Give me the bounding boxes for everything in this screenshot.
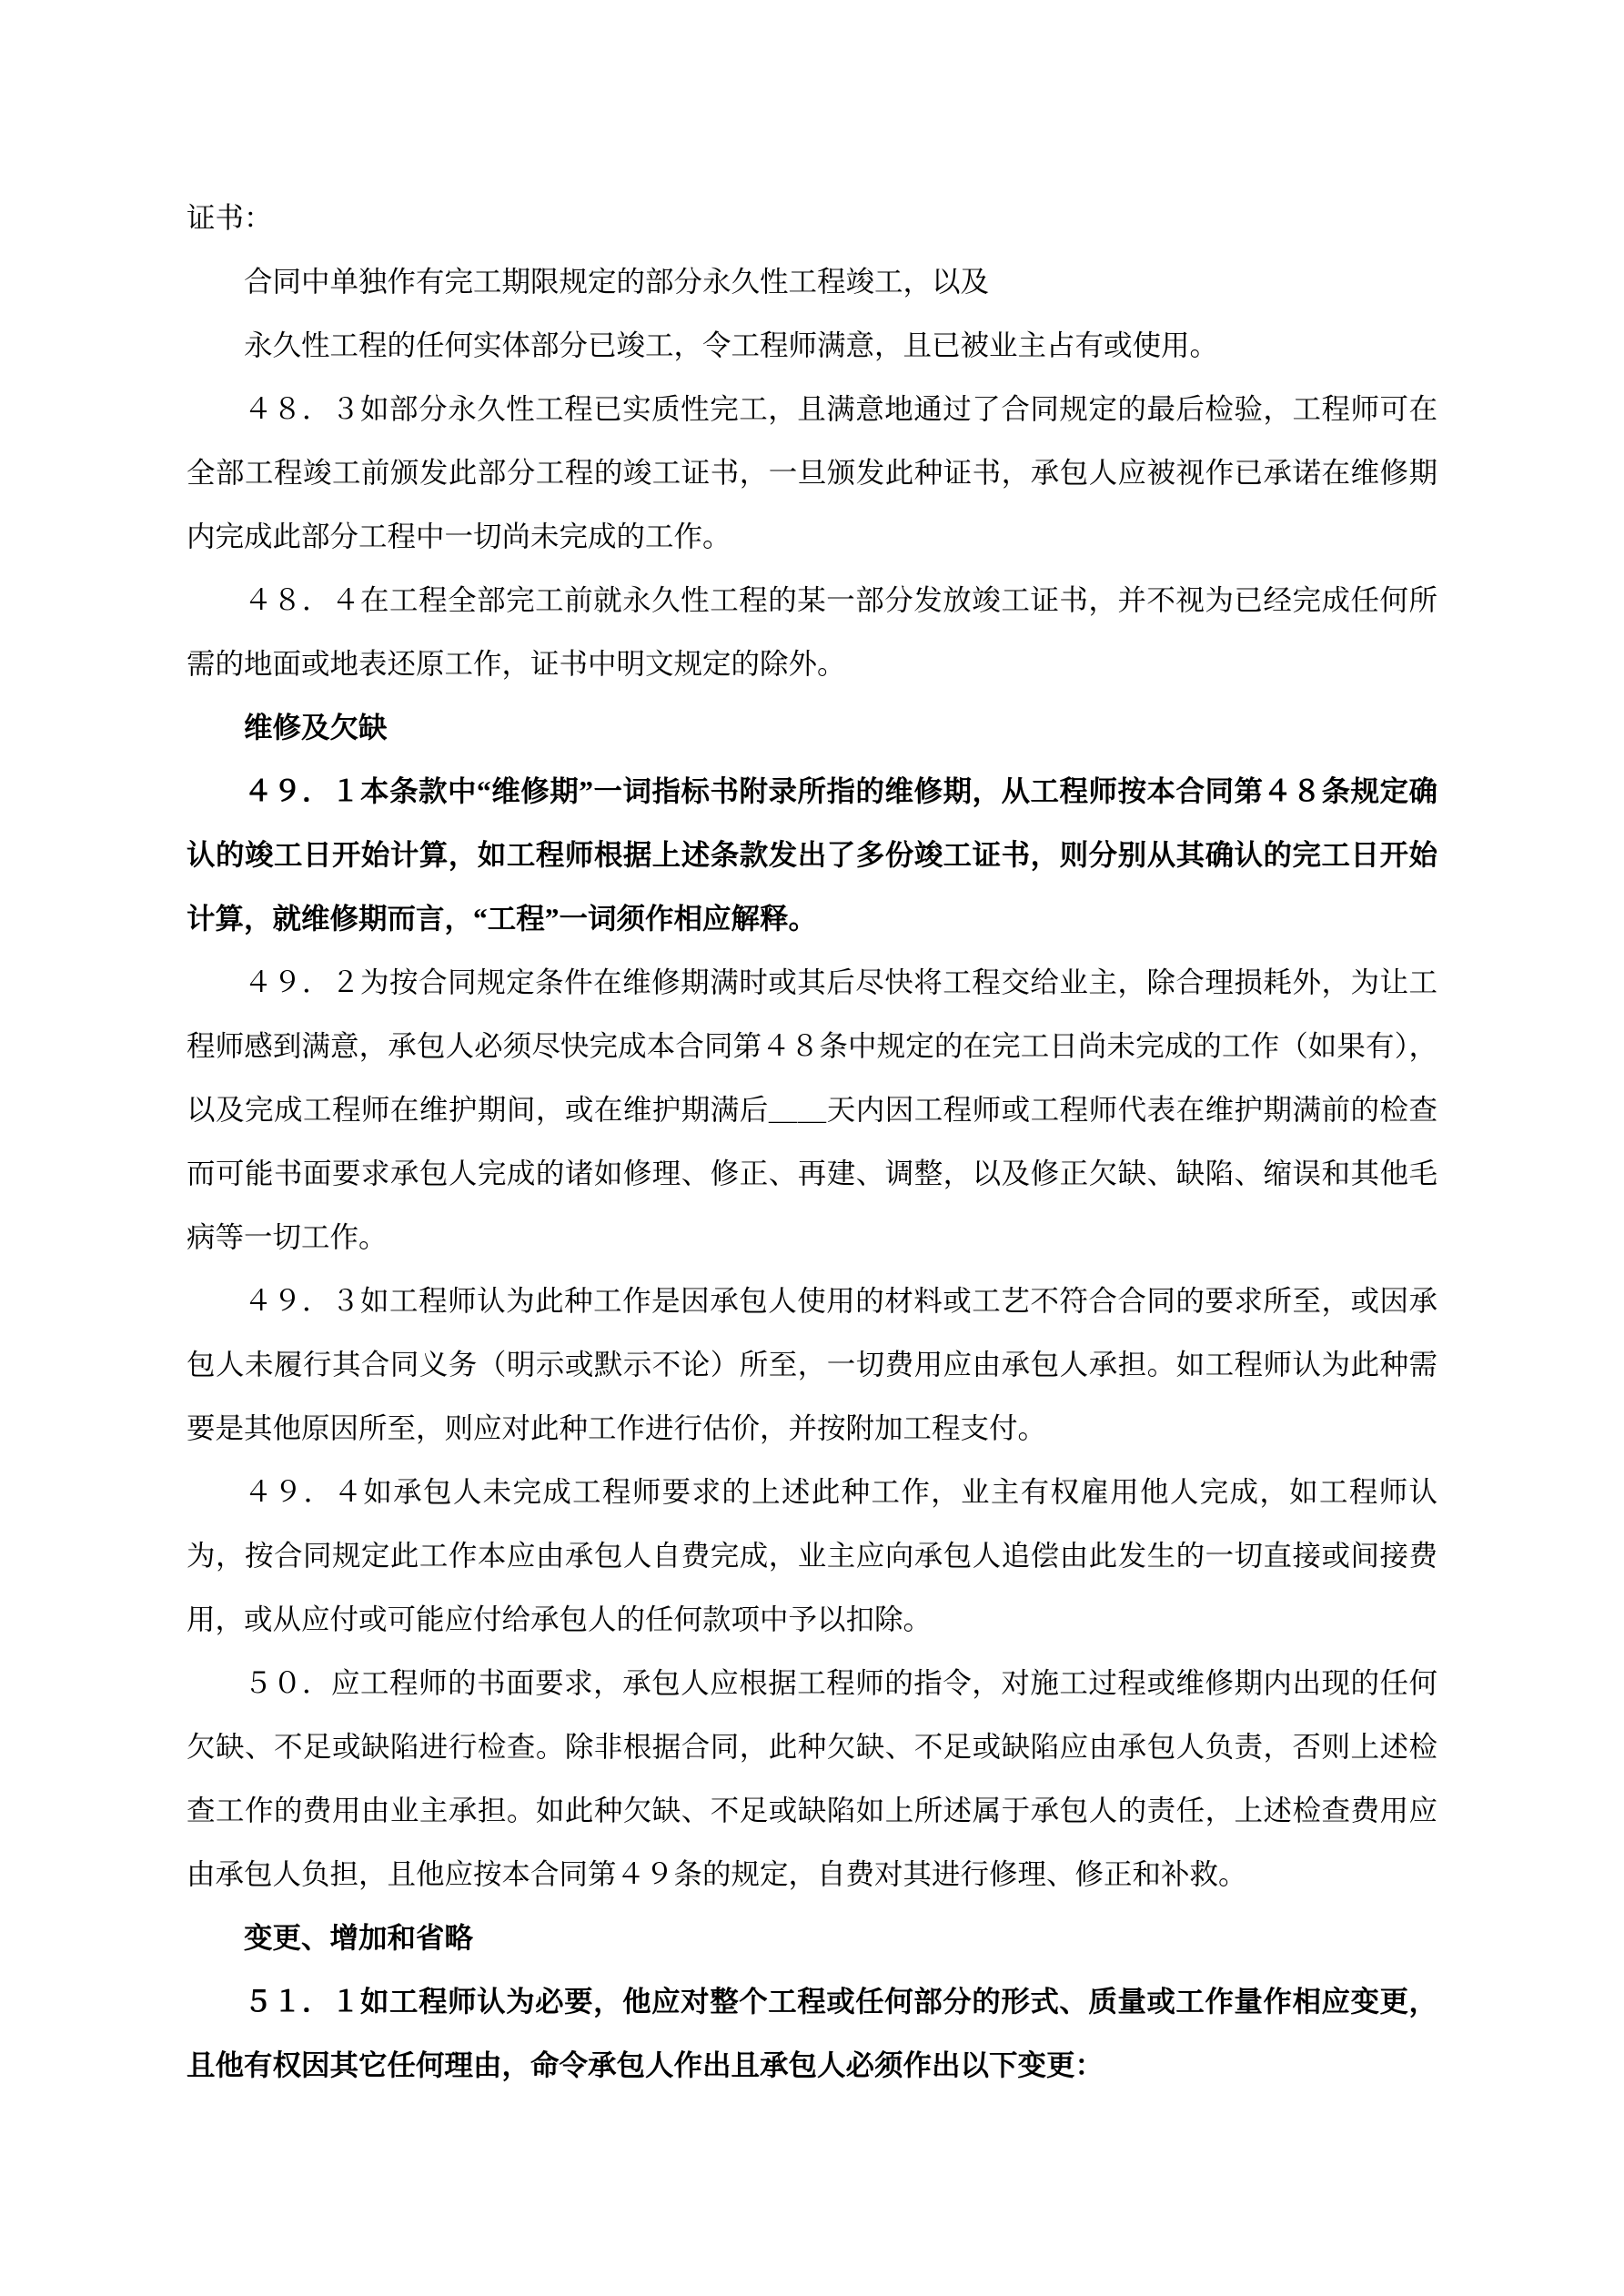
paragraph: 证书： <box>187 202 273 234</box>
paragraph: ４８．４在工程全部完工前就永久性工程的某一部分发放竣工证书，并不视为已经完成任何所需的地面或地表还原工作，证书中明文规定的除外。 <box>187 584 1437 680</box>
paragraph: 合同中单独作有完工期限规定的部分永久性工程竣工，以及 <box>244 266 990 298</box>
paragraph: ４９．４如承包人未完成工程师要求的上述此种工作，业主有权雇用他人完成，如工程师认为，按合同规定此工作本应由承包人自费完成，业主应向承包人追偿由此发生的一切直接或间接费用，或从应付或可能应付给承包人的任何款项中予以扣除。 <box>187 1476 1437 1635</box>
document-body <box>187 187 1437 2098</box>
paragraph: ４９．３如工程师认为此种工作是因承包人使用的材料或工艺不符合合同的要求所至，或因承包人未履行其合同义务（明示或默示不论）所至，一切费用应由承包人承担。如工程师认为此种需要是其他原因所至，则应对此种工作进行估价，并按附加工程支付。 <box>187 1285 1437 1444</box>
section-heading: 变更、增加和省略 <box>244 1922 474 1954</box>
paragraph: ４８．３如部分永久性工程已实质性完工，且满意地通过了合同规定的最后检验，工程师可在全部工程竣工前颁发此部分工程的竣工证书，一旦颁发此种证书，承包人应被视作已承诺在维修期内完成此部分工程中一切尚未完成的工作。 <box>187 393 1437 552</box>
section-heading: 维修及欠缺 <box>244 712 388 743</box>
paragraph: ４９．２为按合同规定条件在维修期满时或其后尽快将工程交给业主，除合理损耗外，为让工程师感到满意，承包人必须尽快完成本合同第４８条中规定的在完工日尚未完成的工作（如果有），以及完成工程师在维护期间，或在维护期满后＿＿天内因工程师或工程师代表在维护期满前的检查而可能书面要求承包人完成的诸如修理、修正、再建、调整，以及修正欠缺、缺陷、缩误和其他毛病等一切工作。 <box>187 966 1437 1253</box>
paragraph: ５１．１如工程师认为必要，他应对整个工程或任何部分的形式、质量或工作量作相应变更，且他有权因其它任何理由，命令承包人作出且承包人必须作出以下变更： <box>187 1986 1437 2081</box>
paragraph: ５０．应工程师的书面要求，承包人应根据工程师的指令，对施工过程或维修期内出现的任何欠缺、不足或缺陷进行检查。除非根据合同，此种欠缺、不足或缺陷应由承包人负责，否则上述检查工作的费用由业主承担。如此种欠缺、不足或缺陷如上所述属于承包人的责任，上述检查费用应由承包人负担，且他应按本合同第４９条的规定，自费对其进行修理、修正和补救。 <box>187 1667 1437 1890</box>
paragraph: 永久性工程的任何实体部分已竣工，令工程师满意，且已被业主占有或使用。 <box>244 329 1219 361</box>
paragraph: ４９．１本条款中“维修期”一词指标书附录所指的维修期，从工程师按本合同第４８条规定确认的竣工日开始计算，如工程师根据上述条款发出了多份竣工证书，则分别从其确认的完工日开始计算，就维修期而言，“工程”一词须作相应解释。 <box>187 775 1437 935</box>
